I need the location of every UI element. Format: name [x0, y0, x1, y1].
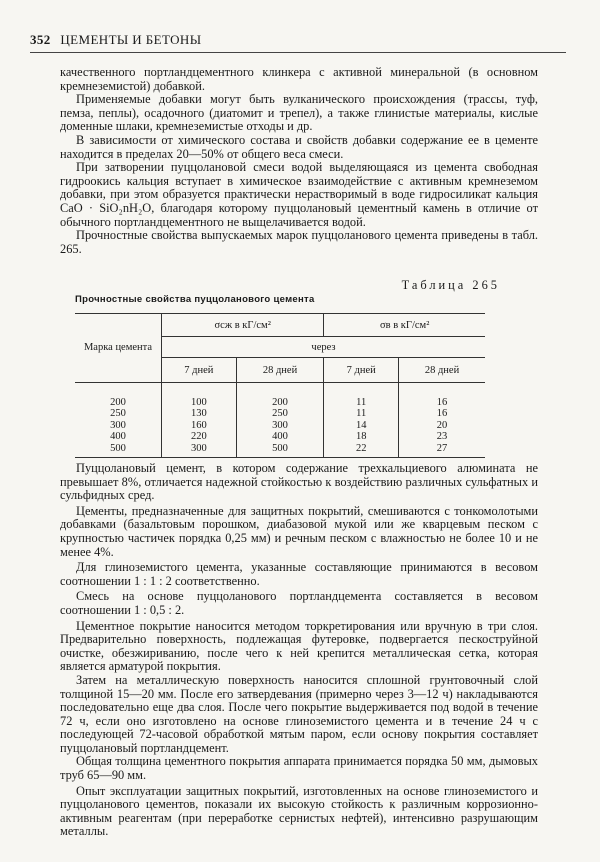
table-cell: 20 [436, 419, 448, 431]
table-caption: Прочностные свойства пуццоланового цемента [75, 294, 315, 305]
paragraph: Применяемые добавки могут быть вулканического происхождения (трассы, туф, пемза, пеплы), осадочного (диатомит и трепел), а также глинистые материалы, кислые доменные шлаки, кремнеземистые отходы и др. [60, 92, 538, 134]
after-header: через [162, 337, 486, 358]
paragraph: качественного портландцементного клинкера с активной минеральной (в основном кремнеземистой) добавкой. [60, 65, 538, 93]
text-block-bottom [60, 462, 538, 839]
brand-header: Марка цемента [75, 314, 162, 383]
tensile-header: σв в кГ/см² [324, 314, 485, 337]
paragraph: Общая толщина цементного покрытия аппарата принимается порядка 50 мм, дымовых труб 65—90 мм. [60, 754, 538, 783]
table-number: Таблица 265 [401, 278, 500, 292]
paragraph: Прочностные свойства выпускаемых марок пуццоланового цемента приведены в табл. 265. [60, 228, 538, 256]
paragraph: Цементы, предназначенные для защитных покрытий, смешиваются с тонкомолотыми добавками (базальтовым порошком, диабазовой мукой или же кварцевым песком с крупностью частичек порядка 0,25 мм) и речным песком с влажностью не более 10 и не менее 4%. [60, 503, 538, 559]
paragraph: Смесь на основе пуццоланового портландцемента составляется в весовом соотношении 1 : 0,5 : 2. [60, 589, 538, 617]
table-cell: 18 [355, 431, 367, 443]
table-cell: 11 [356, 408, 367, 420]
table-cell: 22 [355, 442, 367, 454]
tens-28-days-header: 28 дней [399, 358, 485, 383]
tens-28-column [399, 383, 485, 458]
table-cell: 16 [436, 408, 448, 420]
table-cell: 400 [272, 431, 288, 443]
paragraph: Затем на металлическую поверхность наносится сплошной грунтовочный слой толщиной 15—20 мм. После его затвердевания (примерно через 3—12 ч) накладываются последовательно еще два слоя. После чего покрытие выдерживается под водой в течение 72 ч, если оно изготовлено на основе глиноземистого цемента и в течение 24 ч с последующей 72-часовой обработкой мятым паром, если основу покрытия составляет пуццолановый портландцемент. [60, 672, 538, 755]
table-cell: 160 [190, 419, 207, 431]
table-cell: 130 [190, 408, 207, 420]
paragraph: Цементное покрытие наносится методом торкретирования или вручную в три слоя. Предварительно поверхность, подлежащая футеровке, подвергается пескоструйной очистке, обезжириванию, после чего к ней крепится металлическая сетка, которая является арматурой покрытия. [60, 618, 538, 674]
running-title: ЦЕМЕНТЫ И БЕТОНЫ [60, 32, 202, 47]
compressive-header: σсж в кГ/см² [162, 314, 324, 337]
comp-28-days-header: 28 дней [236, 358, 324, 383]
paragraph: В зависимости от химического состава и свойств добавки содержание ее в цементе находится в пределах 20—50% от общего веса смеси. [60, 132, 538, 161]
header-rule [30, 52, 566, 53]
table-cell: 23 [436, 431, 448, 443]
paragraph: Пуццолановый цемент, в котором содержание трехкальциевого алюмината не превышает 8%, отличается надежной стойкостью к воздействию различных сульфатных и сульфидных сред. [60, 461, 538, 503]
table-cell: 300 [272, 419, 288, 431]
paragraph: При затворении пуццолановой смеси водой выделяющаяся из цемента свободная гидроокись кальция вступает в химическое взаимодействие с активным кремнеземом добавки, при этом образуется практически нерастворимый в воде гидросиликат кальция CaO · SiO₂nH₂O, благодаря которому пуццолановый цементный камень в отличие от обычного портландцементного не выщелачивается водой. [60, 160, 538, 229]
comp-28-column [236, 383, 324, 458]
table-cell: 300 [190, 442, 207, 454]
page-number: 352 [30, 32, 51, 47]
paragraph: Для глиноземистого цемента, указанные составляющие принимаются в весовом соотношении 1 : 1 : 2 соответственно. [60, 560, 538, 588]
table-cell: 250 [272, 408, 288, 420]
table-cell: 200 [272, 397, 288, 408]
paragraph: Опыт эксплуатации защитных покрытий, изготовленных на основе глиноземистого и пуццоланового цементов, показали их высокую стойкость к различным коррозионно-активным реагентам (при переработке сернистых нефтей), интенсивно разрушающим металлы. [60, 783, 538, 839]
comp-7-days-header: 7 дней [162, 358, 237, 383]
table-cell: 500 [110, 442, 126, 454]
table-cell: 220 [190, 431, 207, 443]
table-cell: 27 [436, 442, 448, 454]
text-block-top [60, 66, 538, 256]
strength-table [75, 313, 485, 458]
comp-7-column [162, 383, 237, 458]
brand-column [75, 383, 162, 458]
tens-7-days-header: 7 дней [324, 358, 399, 383]
table-cell: 500 [272, 442, 288, 454]
table-cell: 16 [436, 397, 448, 408]
table-cell: 200 [110, 397, 126, 408]
table-cell: 100 [190, 397, 207, 408]
tens-7-column [324, 383, 399, 458]
table-cell: 11 [356, 397, 367, 408]
table-cell: 14 [355, 419, 367, 431]
running-header [30, 32, 570, 48]
table-cell: 400 [110, 431, 126, 443]
table-cell: 300 [110, 419, 126, 431]
table-cell: 250 [110, 408, 126, 420]
